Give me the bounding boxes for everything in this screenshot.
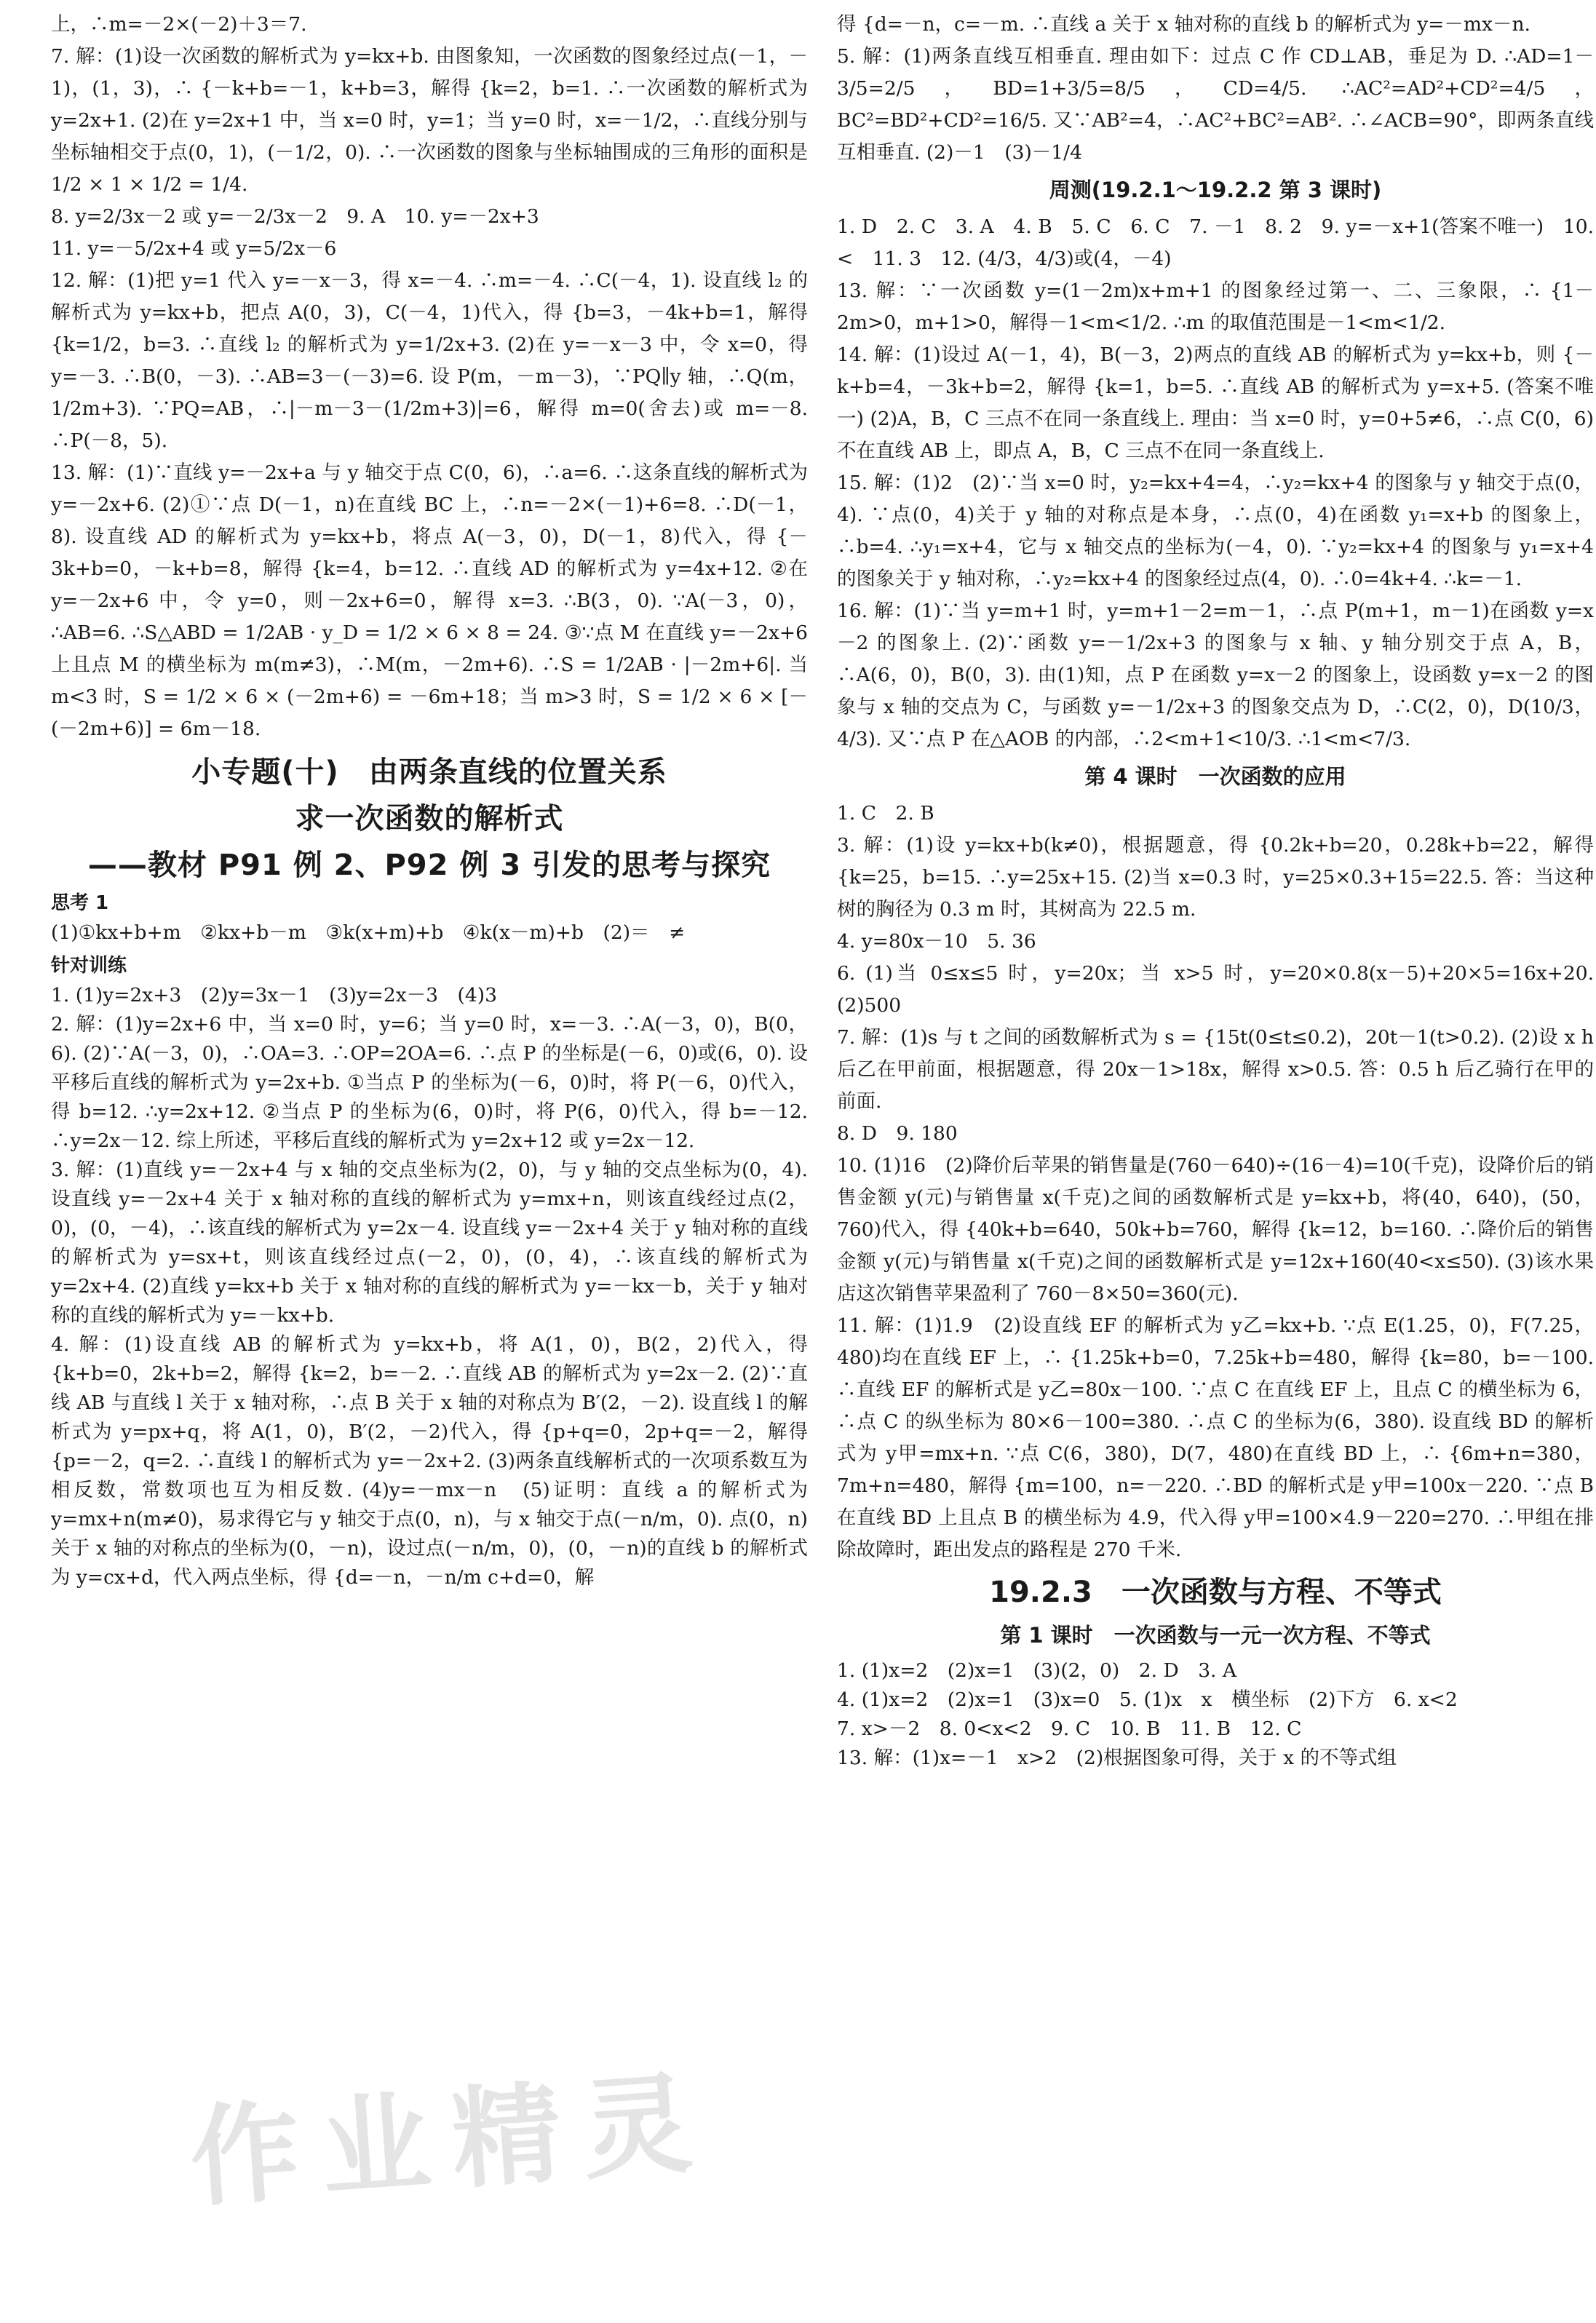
section-title: ——教材 P91 例 2、P92 例 3 引发的思考与探究: [87, 849, 771, 882]
lesson-heading: 第 1 课时 一次函数与一元一次方程、不等式: [1000, 1623, 1431, 1648]
answer-paragraph: 15. 解：(1)2 (2)∵当 x=0 时，y₂=kx+4=4，∴y₂=kx+4 的图象与 y 轴交于点(0，4). ∵点(0，4)关于 y 轴的对称点是本身，∴点(0，4)在函数 y₁=x+b 的图象上，∴b=4. ∴y₁=x+4，它与 x 轴交点的坐标为(－4，0). ∵y₂=kx+4 的图象与 y₁=x+4 的图象关于 y 轴对称，∴y₂=kx+4 的图象经过点(4，0). ∴0=4k+4. ∴k=－1.: [837, 472, 1594, 590]
answer-paragraph: 4. y=80x－10 5. 36: [837, 930, 1036, 953]
answer-paragraph: 14. 解：(1)设过 A(－1，4)，B(－3，2)两点的直线 AB 的解析式为 y=kx+b，则 {－k+b=4，－3k+b=2，解得 {k=1，b=5. ∴直线 AB 的解析式为 y=x+5. (答案不唯一) (2)A，B，C 三点不在同一条直线上. 理由：当 x=0 时，y=0+5≠6，∴点 C(0，6)不在直线 AB 上，即点 A，B，C 三点不在同一条直线上.: [837, 344, 1594, 462]
section-title: 求一次函数的解析式: [295, 802, 564, 835]
answer-paragraph: 得 {d=－n，c=－m. ∴直线 a 关于 x 轴对称的直线 b 的解析式为 y=－mx－n.: [837, 13, 1531, 36]
answer-paragraph: 8. y=2/3x－2 或 y=－2/3x－2 9. A 10. y=－2x+3: [51, 205, 539, 228]
subsection-label: 思考 1: [51, 892, 109, 914]
lesson-heading: 周测(19.2.1～19.2.2 第 3 课时): [1049, 178, 1382, 202]
answer-paragraph: 13. 解：∵一次函数 y=(1－2m)x+m+1 的图象经过第一、二、三象限，∴ {1－2m>0，m+1>0，解得－1<m<1/2. ∴m 的取值范围是－1<m<1/2.: [837, 279, 1594, 334]
answer-paragraph: 7. 解：(1)设一次函数的解析式为 y=kx+b. 由图象知，一次函数的图象经过点(－1，－1)，(1，3)，∴ {－k+b=－1，k+b=3，解得 {k=2，b=1. ∴一次函数的解析式为 y=2x+1. (2)在 y=2x+1 中，当 x=0 时，y=1；当 y=0 时，x=－1/2，∴直线分别与坐标轴相交于点(0，1)，(－1/2，0). ∴一次函数的图象与坐标轴围成的三角形的面积是 1/2 × 1 × 1/2 = 1/4.: [51, 45, 808, 196]
answer-paragraph: 4. (1)x=2 (2)x=1 (3)x=0 5. (1)x x 横坐标 (2)下方 6. x<2: [837, 1688, 1458, 1711]
answer-paragraph: 8. D 9. 180: [837, 1122, 958, 1145]
answer-paragraph: 16. 解：(1)∵当 y=m+1 时，y=m+1－2=m－1，∴点 P(m+1，m－1)在函数 y=x－2 的图象上. (2)∵函数 y=－1/2x+3 的图象与 x 轴、y 轴分别交于点 A，B，∴A(6，0)，B(0，3). 由(1)知，点 P 在函数 y=x－2 的图象上，设函数 y=x－2 的图象与 x 轴的交点为 C，与函数 y=－1/2x+3 的图象交点为 D，∴C(2，0)，D(10/3，4/3). 又∵点 P 在△AOB 的内部，∴2<m+1<10/3. ∴1<m<7/3.: [837, 600, 1594, 750]
answer-paragraph: 7. x>－2 8. 0<x<2 9. C 10. B 11. B 12. C: [837, 1718, 1302, 1740]
right-column: [837, 9, 1594, 1773]
answer-paragraph: 6. (1)当 0≤x≤5 时，y=20x；当 x>5 时，y=20×0.8(x－5)+20×5=16x+20. (2)500: [837, 962, 1594, 1017]
answer-paragraph: 12. 解：(1)把 y=1 代入 y=－x－3，得 x=－4. ∴m=－4. ∴C(－4，1). 设直线 l₂ 的解析式为 y=kx+b，把点 A(0，3)，C(－4，1)代入，得 {b=3，－4k+b=1，解得 {k=1/2，b=3. ∴直线 l₂ 的解析式为 y=1/2x+3. (2)在 y=－x－3 中，令 x=0，得 y=－3. ∴B(0，－3). ∴AB=3－(－3)=6. 设 P(m，－m－3)，∵PQ∥y 轴，∴Q(m，1/2m+3). ∵PQ=AB，∴|－m－3－(1/2m+3)|=6，解得 m=0(舍去)或 m=－8. ∴P(－8，5).: [51, 269, 808, 452]
answer-paragraph: 7. 解：(1)s 与 t 之间的函数解析式为 s = {15t(0≤t≤0.2)，20t－1(t>0.2). (2)设 x h 后乙在甲前面，根据题意，得 20x－1>18x，解得 x>0.5. 答：0.5 h 后乙骑行在甲的前面.: [837, 1026, 1594, 1113]
answer-paragraph: 上，∴m=－2×(－2)＋3＝7.: [51, 13, 307, 36]
section-heading: 19.2.3 一次函数与方程、不等式: [989, 1576, 1442, 1609]
answer-paragraph: (1)①kx+b+m ②kx+b－m ③k(x+m)+b ④k(x－m)+b (2)＝ ≠: [51, 921, 686, 944]
answer-paragraph: 1. (1)y=2x+3 (2)y=3x－1 (3)y=2x－3 (4)3: [51, 984, 497, 1006]
answer-paragraph: 3. 解：(1)直线 y=－2x+4 与 x 轴的交点坐标为(2，0)，与 y 轴的交点坐标为(0，4). 设直线 y=－2x+4 关于 x 轴对称的直线的解析式为 y=mx+n，则该直线经过点(2，0)，(0，－4)，∴该直线的解析式为 y=2x－4. 设直线 y=－2x+4 关于 y 轴对称的直线的解析式为 y=sx+t，则该直线经过点(－2，0)，(0，4)，∴该直线的解析式为 y=2x+4. (2)直线 y=kx+b 关于 x 轴对称的直线的解析式为 y=－kx－b，关于 y 轴对称的直线的解析式为 y=－kx+b.: [51, 1159, 808, 1327]
section-title: 小专题(十) 由两条直线的位置关系: [191, 755, 667, 789]
answer-paragraph: 11. 解：(1)1.9 (2)设直线 EF 的解析式为 y乙=kx+b. ∵点 E(1.25，0)，F(7.25，480)均在直线 EF 上，∴ {1.25k+b=0，7.25k+b=480，解得 {k=80，b=－100. ∴直线 EF 的解析式是 y乙=80x－100. ∵点 C 在直线 EF 上，且点 C 的横坐标为 6，∴点 C 的纵坐标为 80×6－100=380. ∴点 C 的坐标为(6，380). 设直线 BD 的解析式为 y甲=mx+n. ∵点 C(6，380)，D(7，480)在直线 BD 上，∴ {6m+n=380，7m+n=480，解得 {m=100，n=－220. ∴BD 的解析式是 y甲=100x－220. ∵点 B 在直线 BD 上且点 B 的横坐标为 4.9，代入得 y甲=100×4.9－220=270. ∴甲组在排除故障时，距出发点的路程是 270 千米.: [837, 1314, 1594, 1561]
lesson-heading: 第 4 课时 一次函数的应用: [1084, 764, 1346, 789]
answer-paragraph: 1. C 2. B: [837, 802, 934, 825]
answer-paragraph: 11. y=－5/2x+4 或 y=5/2x－6: [51, 237, 337, 260]
answer-paragraph: 1. (1)x=2 (2)x=1 (3)(2，0) 2. D 3. A: [837, 1659, 1237, 1682]
answer-paragraph: 2. 解：(1)y=2x+6 中，当 x=0 时，y=6；当 y=0 时，x=－3. ∴A(－3，0)，B(0，6). (2)∵A(－3，0)，∴OA=3. ∴OP=2OA=6. ∴点 P 的坐标是(－6，0)或(6，0). 设平移后直线的解析式为 y=2x+b. ①当点 P 的坐标为(－6，0)时，将 P(－6，0)代入，得 b=12. ∴y=2x+12. ②当点 P 的坐标为(6，0)时，将 P(6，0)代入，得 b=－12. ∴y=2x－12. 综上所述，平移后直线的解析式为 y=2x+12 或 y=2x－12.: [51, 1013, 808, 1152]
answer-paragraph: 13. 解：(1)x=－1 x>2 (2)根据图象可得，关于 x 的不等式组: [837, 1747, 1397, 1769]
answer-paragraph: 10. (1)16 (2)降价后苹果的销售量是(760－640)÷(16－4)=10(千克)，设降价后的销售金额 y(元)与销售量 x(千克)之间的函数解析式是 y=kx+b，将(40，640)，(50，760)代入，得 {40k+b=640，50k+b=760，解得 {k=12，b=160. ∴降价后的销售金额 y(元)与销售量 x(千克)之间的函数解析式是 y=12x+160(40<x≤50). (3)该水果店这次销售苹果盈利了 760－8×50=360(元).: [837, 1154, 1594, 1305]
watermark-stamp: 作业精灵: [186, 2060, 718, 2223]
subsection-label: 针对训练: [51, 955, 127, 977]
answer-paragraph: 4. 解：(1)设直线 AB 的解析式为 y=kx+b，将 A(1，0)，B(2，2)代入，得 {k+b=0，2k+b=2，解得 {k=2，b=－2. ∴直线 AB 的解析式为 y=2x－2. (2)∵直线 AB 与直线 l 关于 x 轴对称，∴点 B 关于 x 轴的对称点为 B′(2，－2). 设直线 l 的解析式为 y=px+q，将 A(1，0)，B′(2，－2)代入，得 {p+q=0，2p+q=－2，解得 {p=－2，q=2. ∴直线 l 的解析式为 y=－2x+2. (3)两条直线解析式的一次项系数互为相反数，常数项也互为相反数. (4)y=－mx－n (5)证明：直线 a 的解析式为 y=mx+n(m≠0)，易求得它与 y 轴交于点(0，n)，与 x 轴交于点(－n/m，0). 点(0，n)关于 x 轴的对称点的坐标为(0，－n)，设过点(－n/m，0)，(0，－n)的直线 b 的解析式为 y=cx+d，代入两点坐标，得 {d=－n，－n/m c+d=0，解: [51, 1333, 808, 1589]
answer-paragraph: 3. 解：(1)设 y=kx+b(k≠0)，根据题意，得 {0.2k+b=20，0.28k+b=22，解得 {k=25，b=15. ∴y=25x+15. (2)当 x=0.3 时，y=25×0.3+15=22.5. 答：当这种树的胸径为 0.3 m 时，其树高为 22.5 m.: [837, 834, 1594, 921]
answer-paragraph: 5. 解：(1)两条直线互相垂直. 理由如下：过点 C 作 CD⊥AB，垂足为 D. ∴AD=1－3/5=2/5，BD=1+3/5=8/5，CD=4/5. ∴AC²=AD²+CD²=4/5，BC²=BD²+CD²=16/5. 又∵AB²=4，∴AC²+BC²=AB². ∴∠ACB=90°，即两条直线互相垂直. (2)－1 (3)－1/4: [837, 45, 1594, 164]
answer-paragraph: 13. 解：(1)∵直线 y=－2x+a 与 y 轴交于点 C(0，6)，∴a=6. ∴这条直线的解析式为 y=－2x+6. (2)①∵点 D(－1，n)在直线 BC 上，∴n=－2×(－1)+6=8. ∴D(－1，8). 设直线 AD 的解析式为 y=kx+b，将点 A(－3，0)，D(－1，8)代入，得 {－3k+b=0，－k+b=8，解得 {k=4，b=12. ∴直线 AD 的解析式为 y=4x+12. ②在 y=－2x+6 中，令 y=0，则－2x+6=0，解得 x=3. ∴B(3，0). ∵A(－3，0)，∴AB=6. ∴S△ABD = 1/2AB · y_D = 1/2 × 6 × 8 = 24. ③∵点 M 在直线 y=－2x+6 上且点 M 的横坐标为 m(m≠3)，∴M(m，－2m+6). ∴S = 1/2AB · |－2m+6|. 当 m<3 时，S = 1/2 × 6 × (－2m+6) = －6m+18；当 m>3 时，S = 1/2 × 6 × [－(－2m+6)] = 6m－18.: [51, 461, 808, 740]
answer-paragraph: 1. D 2. C 3. A 4. B 5. C 6. C 7. －1 8. 2 9. y=－x+1(答案不唯一) 10. < 11. 3 12. (4/3，4/3)或(4，－4): [837, 215, 1594, 270]
left-column: [51, 9, 808, 1592]
